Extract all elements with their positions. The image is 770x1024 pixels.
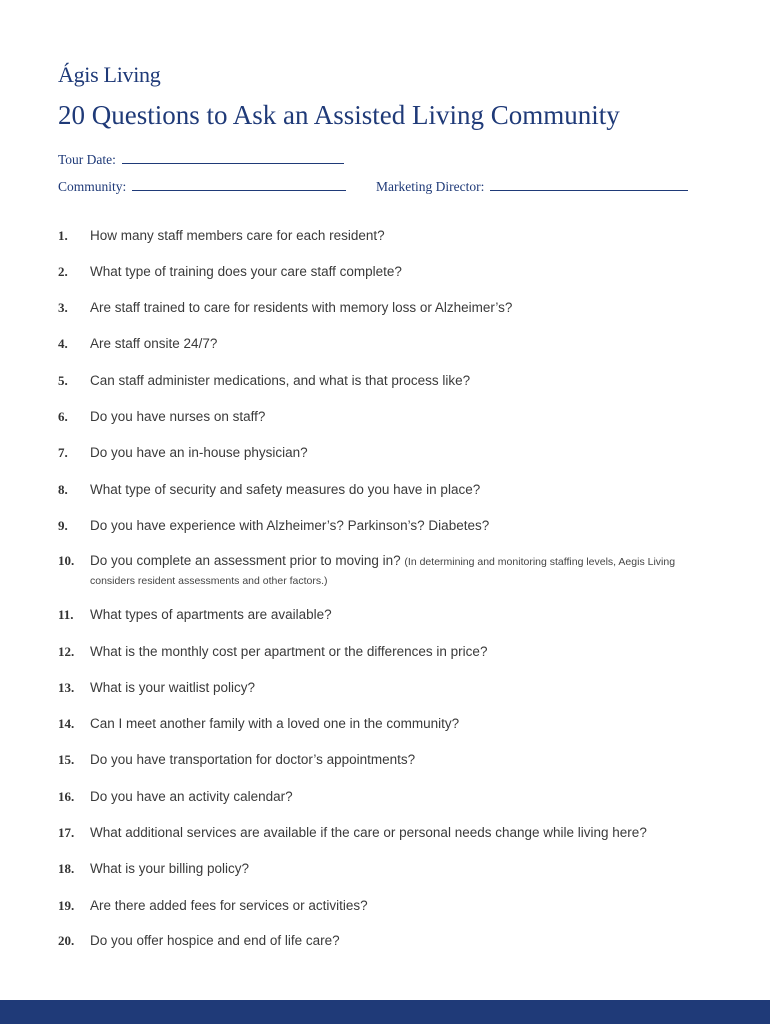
footer-bar <box>0 1000 770 1024</box>
question-number: 9. <box>58 518 68 533</box>
question-item <box>58 372 718 390</box>
question-number: 17. <box>58 825 75 840</box>
question-item <box>58 444 718 462</box>
page-title: 20 Questions to Ask an Assisted Living Community <box>58 100 620 130</box>
question-number: 15. <box>58 752 75 767</box>
question-number: 7. <box>58 445 68 460</box>
tour-date-blank <box>122 151 344 164</box>
question-number: 20. <box>58 933 75 948</box>
question-item <box>58 481 718 499</box>
question-item <box>58 227 718 245</box>
question-number: 19. <box>58 898 75 913</box>
question-item <box>58 263 718 281</box>
question-item <box>58 932 718 950</box>
question-number: 18. <box>58 861 75 876</box>
question-number: 4. <box>58 336 68 351</box>
question-item <box>58 860 718 878</box>
community-label: Community: <box>58 179 127 194</box>
question-text: Can I meet another family with a loved one in the community? <box>90 716 460 731</box>
question-item <box>58 643 718 661</box>
question-number: 10. <box>58 553 75 568</box>
question-number: 1. <box>58 228 68 243</box>
brand-logo: Ágis Living <box>58 62 161 87</box>
question-text: What is the monthly cost per apartment or the differences in price? <box>90 644 488 659</box>
marketing-director-blank <box>490 178 688 191</box>
question-item <box>58 751 718 769</box>
question-number: 12. <box>58 644 75 659</box>
question-number: 6. <box>58 409 68 424</box>
question-text: What type of training does your care staff complete? <box>90 264 402 279</box>
question-item <box>58 606 718 624</box>
question-item <box>58 552 718 590</box>
question-text: What additional services are available if the care or personal needs change while living here? <box>90 825 647 840</box>
question-number: 11. <box>58 607 74 622</box>
question-item <box>58 788 718 806</box>
question-text: Do you have an activity calendar? <box>90 789 293 804</box>
question-text: What types of apartments are available? <box>90 607 332 622</box>
question-text: Do you have nurses on staff? <box>90 409 266 424</box>
question-number: 5. <box>58 373 68 388</box>
community-field <box>58 178 346 195</box>
question-text: What is your billing policy? <box>90 861 250 876</box>
tour-date-field <box>58 151 344 168</box>
question-item <box>58 517 718 535</box>
question-item <box>58 335 718 353</box>
question-number: 2. <box>58 264 68 279</box>
question-item <box>58 299 718 317</box>
tour-date-label: Tour Date: <box>58 152 116 167</box>
question-number: 3. <box>58 300 68 315</box>
community-blank <box>132 178 346 191</box>
question-text-with-note <box>90 552 718 590</box>
question-number: 14. <box>58 716 75 731</box>
question-text: How many staff members care for each resident? <box>90 228 385 243</box>
question-text: Do you have transportation for doctor’s appointments? <box>90 752 416 767</box>
question-text: Are staff onsite 24/7? <box>90 336 218 351</box>
question-note: (In determining and monitoring staffing levels, Aegis Living considers resident assessments and other factors.) <box>90 556 676 587</box>
question-item <box>58 715 718 733</box>
question-text: Are staff trained to care for residents with memory loss or Alzheimer’s? <box>90 300 513 315</box>
marketing-director-field <box>376 178 688 195</box>
question-text: Can staff administer medications, and what is that process like? <box>90 373 471 388</box>
question-item <box>58 408 718 426</box>
question-number: 16. <box>58 789 75 804</box>
question-item <box>58 824 718 842</box>
question-number: 13. <box>58 680 75 695</box>
question-text: Do you offer hospice and end of life care? <box>90 933 340 948</box>
question-text: Do you have experience with Alzheimer’s? Parkinson’s? Diabetes? <box>90 518 490 533</box>
marketing-director-label: Marketing Director: <box>376 179 485 194</box>
question-text: What is your waitlist policy? <box>90 680 256 695</box>
question-text: Are there added fees for services or activities? <box>90 898 368 913</box>
question-text: Do you have an in-house physician? <box>90 445 308 460</box>
question-text: What type of security and safety measures do you have in place? <box>90 482 481 497</box>
question-item <box>58 897 718 915</box>
question-text: Do you complete an assessment prior to moving in? <box>90 553 401 568</box>
question-number: 8. <box>58 482 68 497</box>
question-item <box>58 679 718 697</box>
